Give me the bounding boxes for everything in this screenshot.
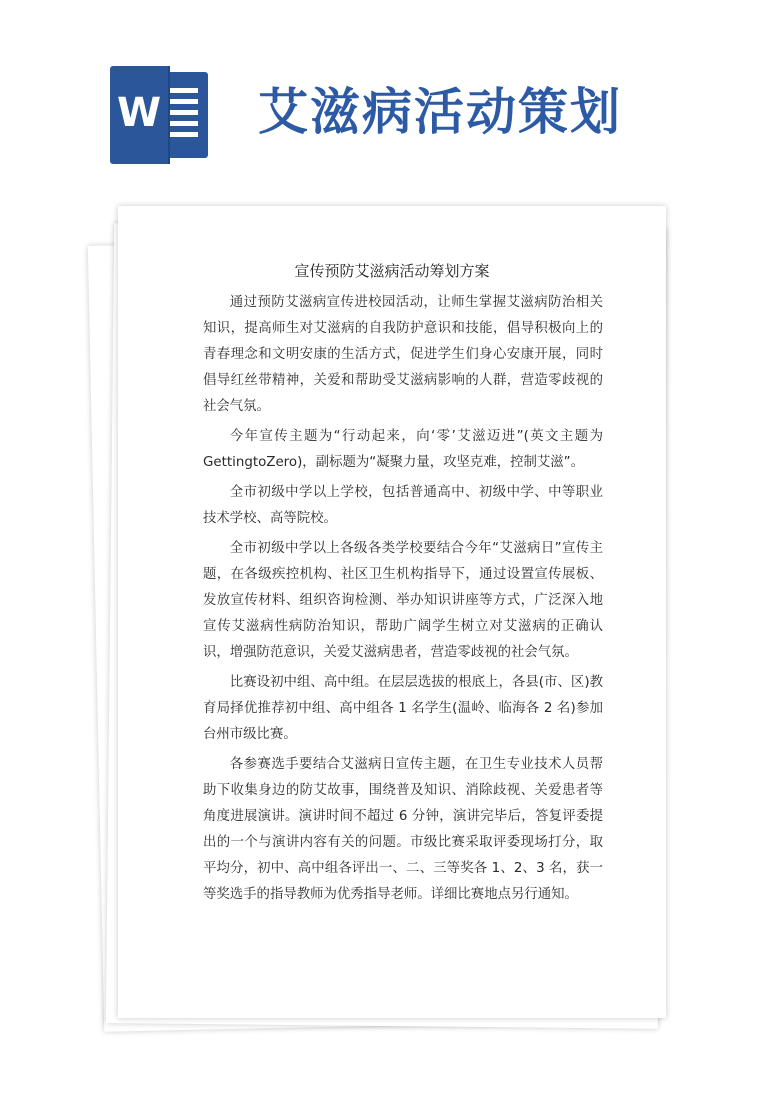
document-paragraph: 通过预防艾滋病宣传进校园活动，让师生掌握艾滋病防治相关知识，提高师生对艾滋病的自我防护意识和技能，倡导积极向上的青春理念和文明安康的生活方式，促进学生们身心安康开展，同时倡导红丝带精神，关爱和帮助受艾滋病影响的人群，营造零歧视的社会气氛。 xyxy=(203,295,603,414)
document-paragraph: 今年宣传主题为“行动起来，向‘零’艾滋迈进”(英文主题为GettingtoZero)，副标题为“凝聚力量，攻坚克难，控制艾滋”。 xyxy=(203,429,603,470)
word-logo-lines xyxy=(164,88,198,146)
document-preview xyxy=(96,206,666,1046)
document-paragraph: 各参赛选手要结合艾滋病日宣传主题，在卫生专业技术人员帮助下收集身边的防艾故事，围绕普及知识、消除歧视、关爱患者等角度进展演讲。演讲时间不超过 6 分钟，演讲完毕后，答复评委提出的一个与演讲内容有关的问题。市级比赛采取评委现场打分，取平均分，初中、高中组各评出一、二、三等奖各 1、2、3 名，获一等奖选手的指导教师为优秀指导老师。详细比赛地点另行通知。 xyxy=(203,757,603,902)
paper-sheet-front xyxy=(118,206,666,1018)
page-header xyxy=(0,0,780,190)
document-paragraph: 全市初级中学以上各级各类学校要结合今年“艾滋病日”宣传主题，在各级疾控机构、社区卫生机构指导下，通过设置宣传展板、发放宣传材料、组织咨询检测、举办知识讲座等方式，广泛深入地宣传艾滋病性病防治知识，帮助广阔学生树立对艾滋病的正确认识，增强防范意识，关爱艾滋病患者，营造零歧视的社会气氛。 xyxy=(203,541,603,660)
document-paragraph: 比赛设初中组、高中组。在层层选拔的根底上，各县(市、区)教育局择优推荐初中组、高中组各 1 名学生(温岭、临海各 2 名)参加台州市级比赛。 xyxy=(203,675,603,742)
document-title: 宣传预防艾滋病活动筹划方案 xyxy=(294,262,490,280)
word-document-icon xyxy=(110,66,208,164)
document-paragraph: 全市初级中学以上学校，包括普通高中、初级中学、中等职业技术学校、高等院校。 xyxy=(203,485,603,526)
document-body xyxy=(203,290,603,908)
word-logo-letter: W xyxy=(116,90,162,136)
word-logo-badge xyxy=(110,66,168,164)
page-title: 艾滋病活动策划 xyxy=(258,82,622,141)
